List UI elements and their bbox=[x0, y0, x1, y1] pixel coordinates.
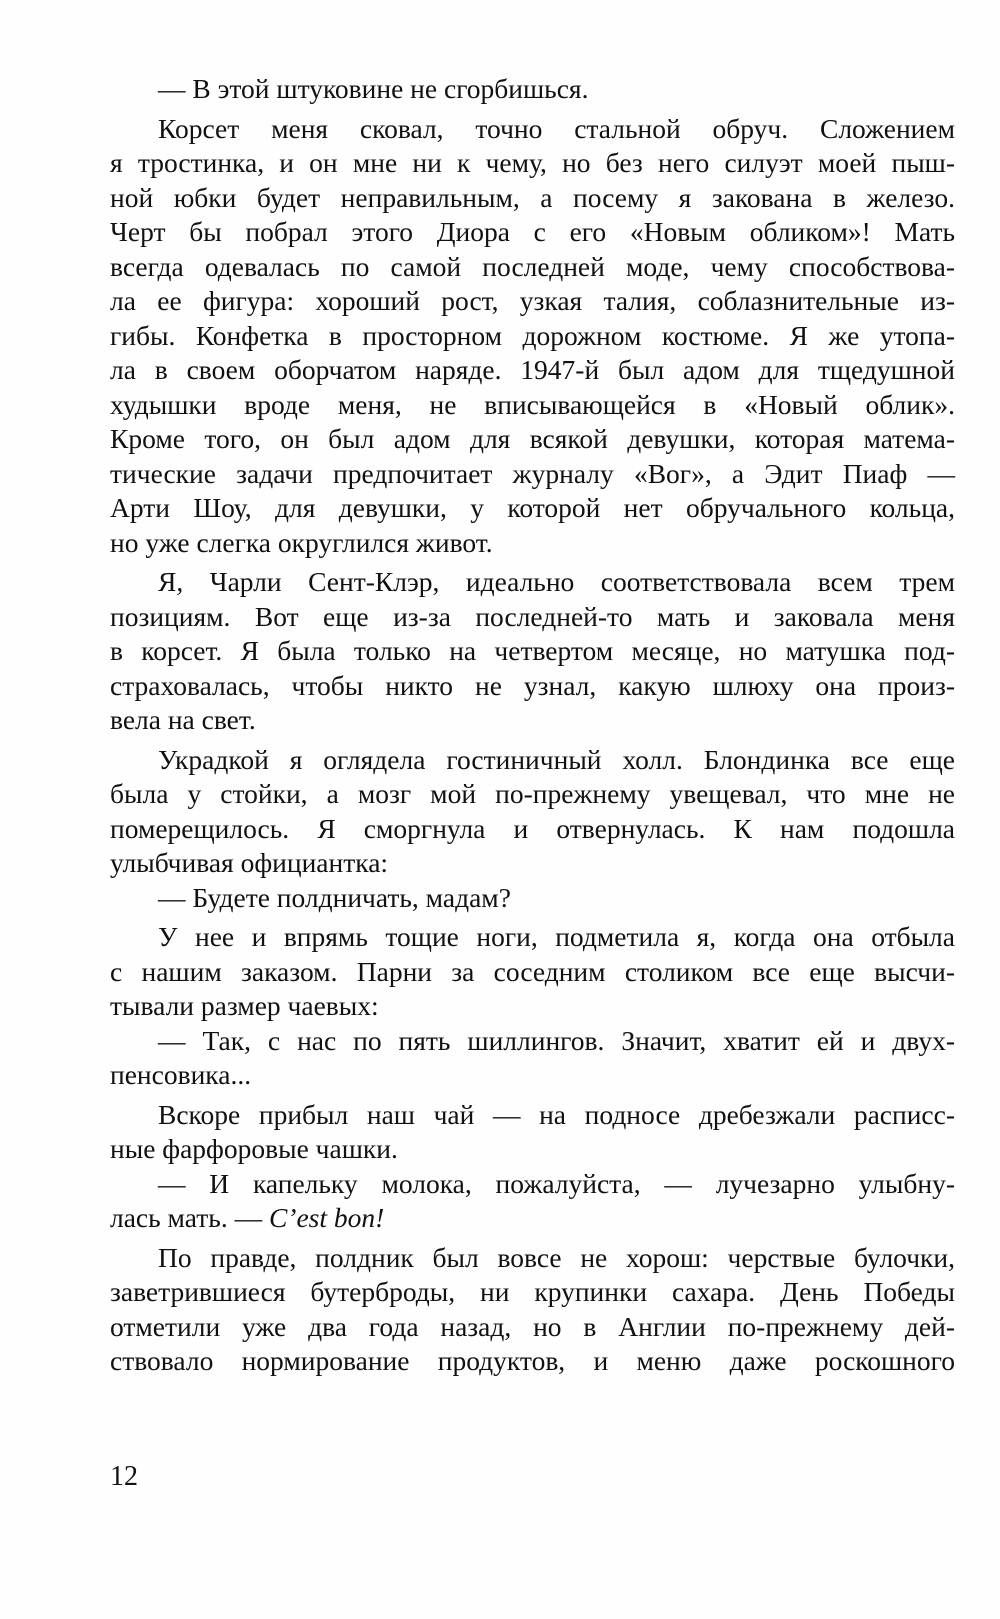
text-line: Арти Шоу, для девушки, у которой нет обручального кольца, bbox=[110, 492, 955, 523]
text-line: пенсовика... bbox=[110, 1059, 252, 1090]
text-line: тывали размер чаевых: bbox=[110, 990, 379, 1021]
text-line: всегда одевалась по самой последней моде, чему способствова- bbox=[110, 250, 955, 282]
text-line: с нашим заказом. Парни за соседним столиком все еще высчи- bbox=[110, 955, 955, 987]
text-line: ствовало нормирование продуктов, и меню даже роскошного bbox=[110, 1345, 955, 1376]
page-number: 12 bbox=[110, 1461, 138, 1492]
text-line: Корсет меня сковал, точно стальной обруч. Сложением bbox=[158, 112, 955, 144]
text-line: улыбчивая официантка: bbox=[110, 847, 389, 878]
italic-phrase: C’est bon! bbox=[268, 1202, 385, 1233]
text-line: Вскоре прибыл наш чай — на подносе дребезжали расписс- bbox=[158, 1098, 955, 1130]
text-line: Черт бы побрал этого Диора с его «Новым обликом»! Мать bbox=[110, 216, 955, 247]
text-line bbox=[110, 1201, 955, 1236]
text-line: Украдкой я оглядела гостиничный холл. Блондинка все еще bbox=[158, 743, 955, 775]
text-line: По правде, полдник был вовсе не хорош: черствые булочки, bbox=[158, 1241, 955, 1273]
text-line: была у стойки, а мозг мой по-прежнему увещевал, что мне не bbox=[110, 778, 955, 809]
body-text bbox=[110, 72, 955, 1379]
text-line: худышки вроде меня, не вписывающейся в «Новый облик». bbox=[110, 388, 955, 420]
text-line: заветрившиеся бутерброды, ни крупинки сахара. День Победы bbox=[110, 1276, 955, 1307]
text-line: но уже слегка округлился живот. bbox=[110, 526, 493, 558]
text-line: померещилось. Я сморгнула и отвернулась. К нам подошла bbox=[110, 812, 955, 844]
text-line: ла ее фигура: хороший рост, узкая талия, соблазнительные из- bbox=[110, 285, 955, 316]
text-line: Кроме того, он был адом для всякой девушки, которая матема- bbox=[110, 423, 955, 454]
text-line: — Будете полдничать, мадам? bbox=[158, 881, 511, 913]
text-line: тические задачи предпочитает журналу «Вог», а Эдит Пиаф — bbox=[110, 457, 955, 489]
text-line: ной юбки будет неправильным, а посему я закована в железо. bbox=[110, 181, 955, 213]
dialogue-text: лась мать. — bbox=[110, 1202, 263, 1233]
text-line: ные фарфоровые чашки. bbox=[110, 1133, 398, 1164]
text-line: вела на свет. bbox=[110, 704, 256, 735]
text-line: я тростинка, и он мне ни к чему, но без него силуэт моей пыш- bbox=[110, 147, 955, 178]
text-line: — Так, с нас по пять шиллингов. Значит, хватит ей и двух- bbox=[158, 1024, 955, 1056]
text-line: — В этой штуковине не сгорбишься. bbox=[158, 73, 589, 104]
text-line: гибы. Конфетка в просторном дорожном костюме. Я же утопа- bbox=[110, 319, 955, 351]
text-line: Я, Чарли Сент-Клэр, идеально соответствовала всем трем bbox=[158, 566, 955, 597]
text-line: ла в своем оборчатом наряде. 1947-й был адом для тщедушной bbox=[110, 354, 955, 385]
text-line: страховалась, чтобы никто не узнал, какую шлюху она произ- bbox=[110, 669, 955, 701]
text-line: У нее и впрямь тощие ноги, подметила я, когда она отбыла bbox=[158, 921, 955, 952]
text-line: отметили уже два года назад, но в Англии по-прежнему дей- bbox=[110, 1310, 955, 1342]
text-line: позициям. Вот еще из-за последней-то мать и заковала меня bbox=[110, 600, 955, 632]
text-line: — И капельку молока, пожалуйста, — лучезарно улыбну- bbox=[158, 1167, 955, 1199]
text-line: в корсет. Я была только на четвертом месяце, но матушка под- bbox=[110, 635, 955, 666]
